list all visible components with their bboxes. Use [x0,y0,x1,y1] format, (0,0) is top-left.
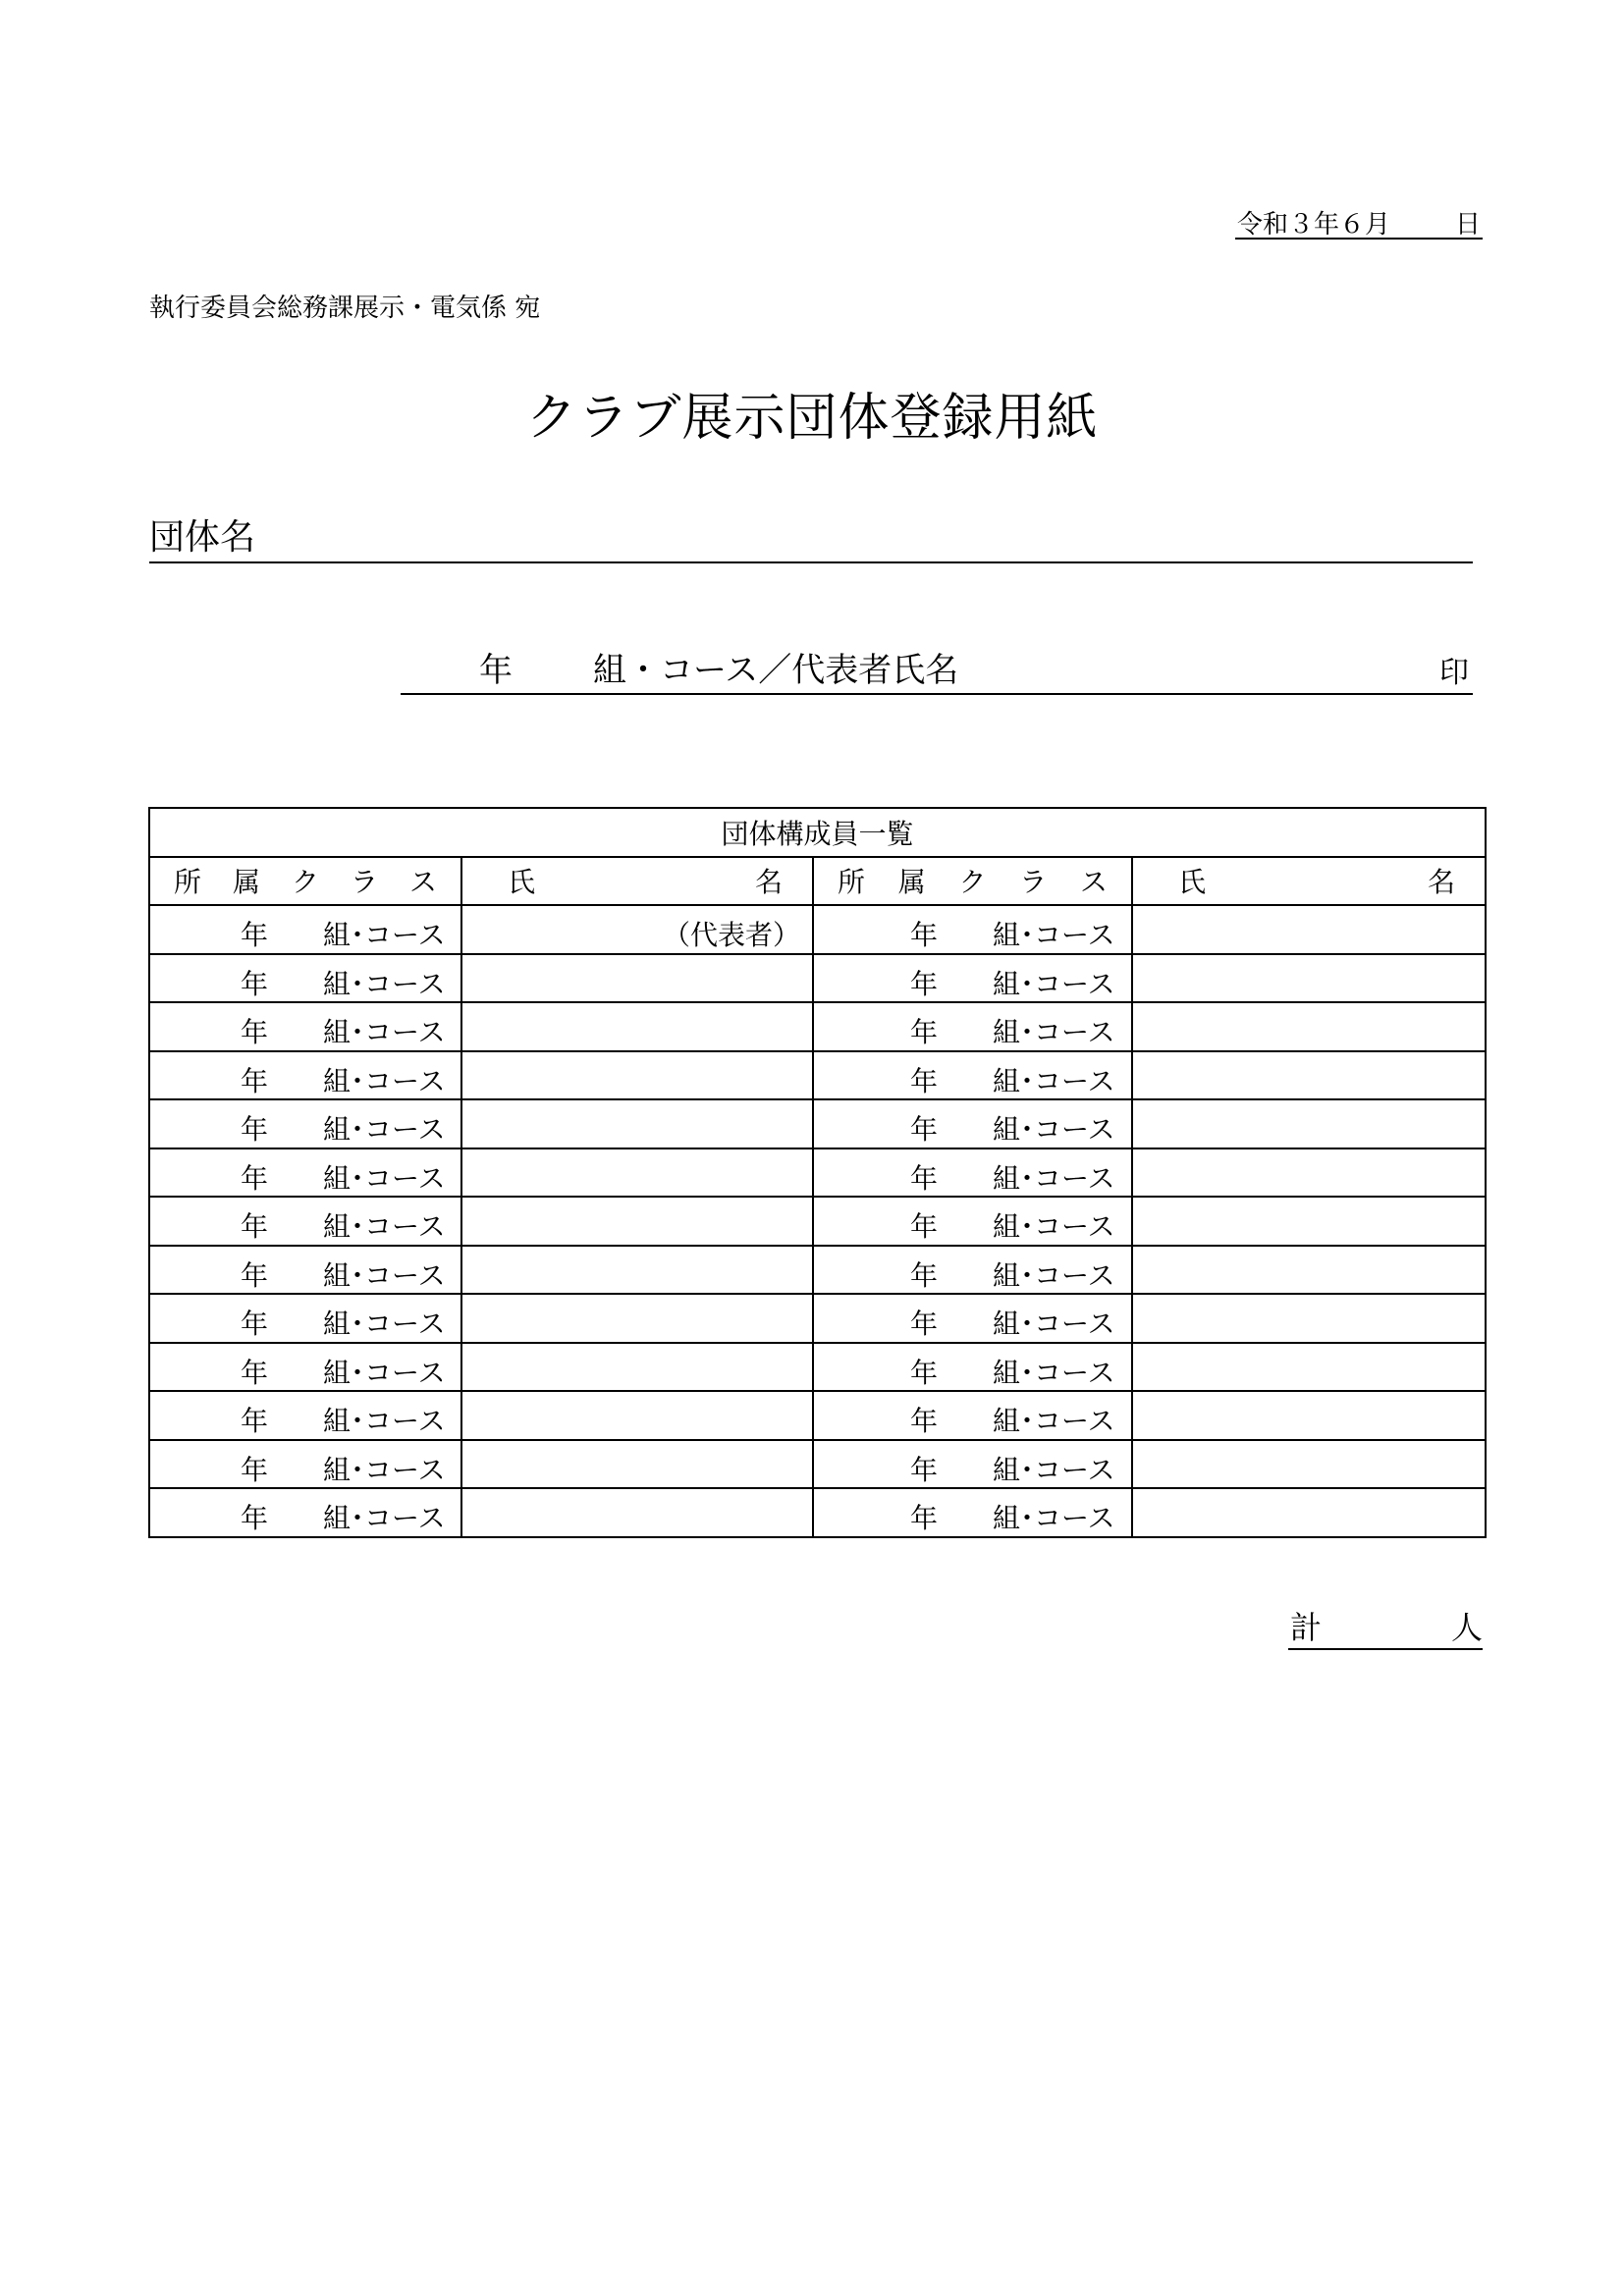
class-course-label: 組･コース [993,1453,1115,1486]
class-course-label: 組･コース [993,1258,1115,1292]
year-label: 年 [241,967,269,1000]
class-course-label: 組･コース [993,1356,1115,1389]
class-course-label: 組･コース [993,1308,1115,1340]
date-day: 日 [1454,210,1481,240]
class-cell-left[interactable] [149,1246,461,1295]
class-course-label: 組･コース [993,1113,1115,1146]
class-course-label: 組･コース [993,967,1115,1000]
class-course-label: 組･コース [323,1210,446,1243]
name-cell-left[interactable] [461,1099,813,1148]
table-row [149,1002,1486,1051]
header-class-right [813,857,1132,906]
table-row [149,954,1486,1003]
class-cell-left[interactable] [149,1051,461,1100]
class-cell-right[interactable] [813,1294,1132,1343]
year-label: 年 [910,1502,939,1534]
class-course-label: 組･コース [323,967,446,1000]
representative-note: （代表者） [662,919,800,951]
group-name-label: 団体名 [149,517,256,558]
table-row [149,1099,1486,1148]
year-label: 年 [241,919,269,951]
name-cell-right[interactable] [1132,1197,1486,1246]
table-row [149,1488,1486,1537]
header-class-char: ラ [350,866,378,899]
class-cell-right[interactable] [813,905,1132,954]
class-cell-right[interactable] [813,954,1132,1003]
class-course-label: 組･コース [323,1064,446,1097]
total-label: 計 [1290,1609,1323,1646]
class-cell-left[interactable] [149,954,461,1003]
year-label: 年 [241,1308,269,1340]
name-cell-left[interactable] [461,1440,813,1489]
header-class-chars [150,861,460,900]
year-label: 年 [910,1453,939,1486]
class-course-label: 組･コース [323,1405,446,1437]
header-name-char: 名 [1428,866,1456,899]
class-course-label: 組･コース [323,1453,446,1486]
table-row [149,1440,1486,1489]
class-course-label: 組･コース [993,1016,1115,1048]
header-name-chars [462,861,812,900]
name-cell-right[interactable] [1132,1246,1486,1295]
year-label: 年 [241,1356,269,1389]
header-class-char: 所 [838,866,866,899]
table-caption: 団体構成員一覧 [149,808,1486,857]
class-cell-right[interactable] [813,1488,1132,1537]
class-cell-right[interactable] [813,1440,1132,1489]
name-cell-right[interactable] [1132,954,1486,1003]
class-course-label: 組･コース [993,1210,1115,1243]
year-label: 年 [910,1210,939,1243]
class-cell-left[interactable] [149,1148,461,1198]
year-label: 年 [241,1258,269,1292]
header-name-char: 氏 [1178,866,1207,899]
class-course-label: 組･コース [993,1161,1115,1195]
table-row [149,905,1486,954]
year-label: 年 [241,1453,269,1486]
header-class-char: 所 [174,866,202,899]
table-row [149,1343,1486,1392]
total-line [1288,1611,1483,1650]
class-course-label: 組･コース [323,919,446,951]
class-cell-left[interactable] [149,1488,461,1537]
table-row [149,1294,1486,1343]
class-course-label: 組･コース [323,1356,446,1389]
class-course-label: 組･コース [323,1113,446,1146]
class-cell-left[interactable] [149,1197,461,1246]
header-class-char: 属 [897,866,926,899]
year-label: 年 [241,1210,269,1243]
name-cell-left[interactable] [461,1148,813,1198]
class-course-label: 組･コース [323,1258,446,1292]
year-label: 年 [910,967,939,1000]
year-label: 年 [910,1258,939,1292]
class-course-label: 組･コース [323,1502,446,1534]
year-label: 年 [910,1113,939,1146]
class-cell-right[interactable] [813,1343,1132,1392]
year-label: 年 [910,919,939,951]
header-class-char: ラ [1019,866,1048,899]
table-header-row [149,857,1486,906]
year-label: 年 [241,1016,269,1048]
class-cell-left[interactable] [149,1099,461,1148]
seal-mark: 印 [1439,656,1469,690]
header-name-right [1132,857,1486,906]
name-cell-left[interactable] [461,1197,813,1246]
class-cell-right[interactable] [813,1051,1132,1100]
class-cell-left[interactable] [149,1391,461,1440]
class-cell-right[interactable] [813,1246,1132,1295]
class-course-label: 組･コース [323,1016,446,1048]
class-cell-right[interactable] [813,1197,1132,1246]
table-row [149,1246,1486,1295]
class-course-label: 組･コース [993,1405,1115,1437]
year-label: 年 [241,1113,269,1146]
name-cell-right[interactable] [1132,905,1486,954]
header-name-char: 名 [754,866,783,899]
name-cell-left[interactable] [461,1294,813,1343]
rep-class-label: 組・コース／代表者氏名 [593,651,959,690]
name-cell-left[interactable] [461,1051,813,1100]
year-label: 年 [241,1405,269,1437]
year-label: 年 [241,1502,269,1534]
member-table [148,807,1487,1538]
total-unit: 人 [1450,1609,1483,1646]
name-cell-left[interactable] [461,1391,813,1440]
year-label: 年 [910,1064,939,1097]
header-class-char: ク [958,866,987,899]
name-cell-right[interactable] [1132,1099,1486,1148]
name-cell-right[interactable] [1132,1002,1486,1051]
class-cell-left[interactable] [149,1294,461,1343]
table-row [149,1391,1486,1440]
rep-year-label: 年 [479,651,513,690]
date-era: 令和３年６月 [1237,210,1391,240]
class-course-label: 組･コース [323,1308,446,1340]
name-cell-left[interactable] [461,905,813,954]
name-cell-right[interactable] [1132,1343,1486,1392]
year-label: 年 [910,1016,939,1048]
header-name-char: 氏 [508,866,536,899]
class-course-label: 組･コース [993,1502,1115,1534]
table-caption-row [149,808,1486,857]
class-cell-left[interactable] [149,905,461,954]
year-label: 年 [241,1064,269,1097]
representative-field[interactable] [401,650,1473,695]
name-cell-left[interactable] [461,1246,813,1295]
header-class-left [149,857,461,906]
class-cell-left[interactable] [149,1343,461,1392]
name-cell-right[interactable] [1132,1294,1486,1343]
year-label: 年 [910,1356,939,1389]
name-cell-left[interactable] [461,1488,813,1537]
class-cell-right[interactable] [813,1148,1132,1198]
name-cell-right[interactable] [1132,1051,1486,1100]
name-cell-right[interactable] [1132,1391,1486,1440]
date-line [1235,204,1483,240]
table-row [149,1051,1486,1100]
name-cell-left[interactable] [461,1002,813,1051]
name-cell-left[interactable] [461,1343,813,1392]
class-course-label: 組･コース [993,919,1115,951]
class-course-label: 組･コース [993,1064,1115,1097]
name-cell-right[interactable] [1132,1148,1486,1198]
header-class-char: ク [291,866,319,899]
year-label: 年 [910,1161,939,1195]
class-cell-right[interactable] [813,1391,1132,1440]
name-cell-right[interactable] [1132,1440,1486,1489]
year-label: 年 [241,1161,269,1195]
class-cell-left[interactable] [149,1002,461,1051]
header-name-chars [1133,861,1485,900]
name-cell-left[interactable] [461,954,813,1003]
recipient: 執行委員会総務課展示・電気係 宛 [149,294,541,323]
member-rows [149,905,1486,1537]
class-cell-right[interactable] [813,1002,1132,1051]
header-class-chars [814,861,1131,900]
header-class-char: 属 [232,866,260,899]
name-cell-right[interactable] [1132,1488,1486,1537]
header-class-char: ス [408,866,437,899]
year-label: 年 [910,1308,939,1340]
year-label: 年 [910,1405,939,1437]
class-course-label: 組･コース [323,1161,446,1195]
document-title: クラブ展示団体登録用紙 [525,389,1099,448]
class-cell-left[interactable] [149,1440,461,1489]
class-cell-right[interactable] [813,1099,1132,1148]
group-name-field[interactable] [149,517,1473,563]
header-class-char: ス [1079,866,1108,899]
header-name-left [461,857,813,906]
table-row [149,1197,1486,1246]
table-row [149,1148,1486,1198]
